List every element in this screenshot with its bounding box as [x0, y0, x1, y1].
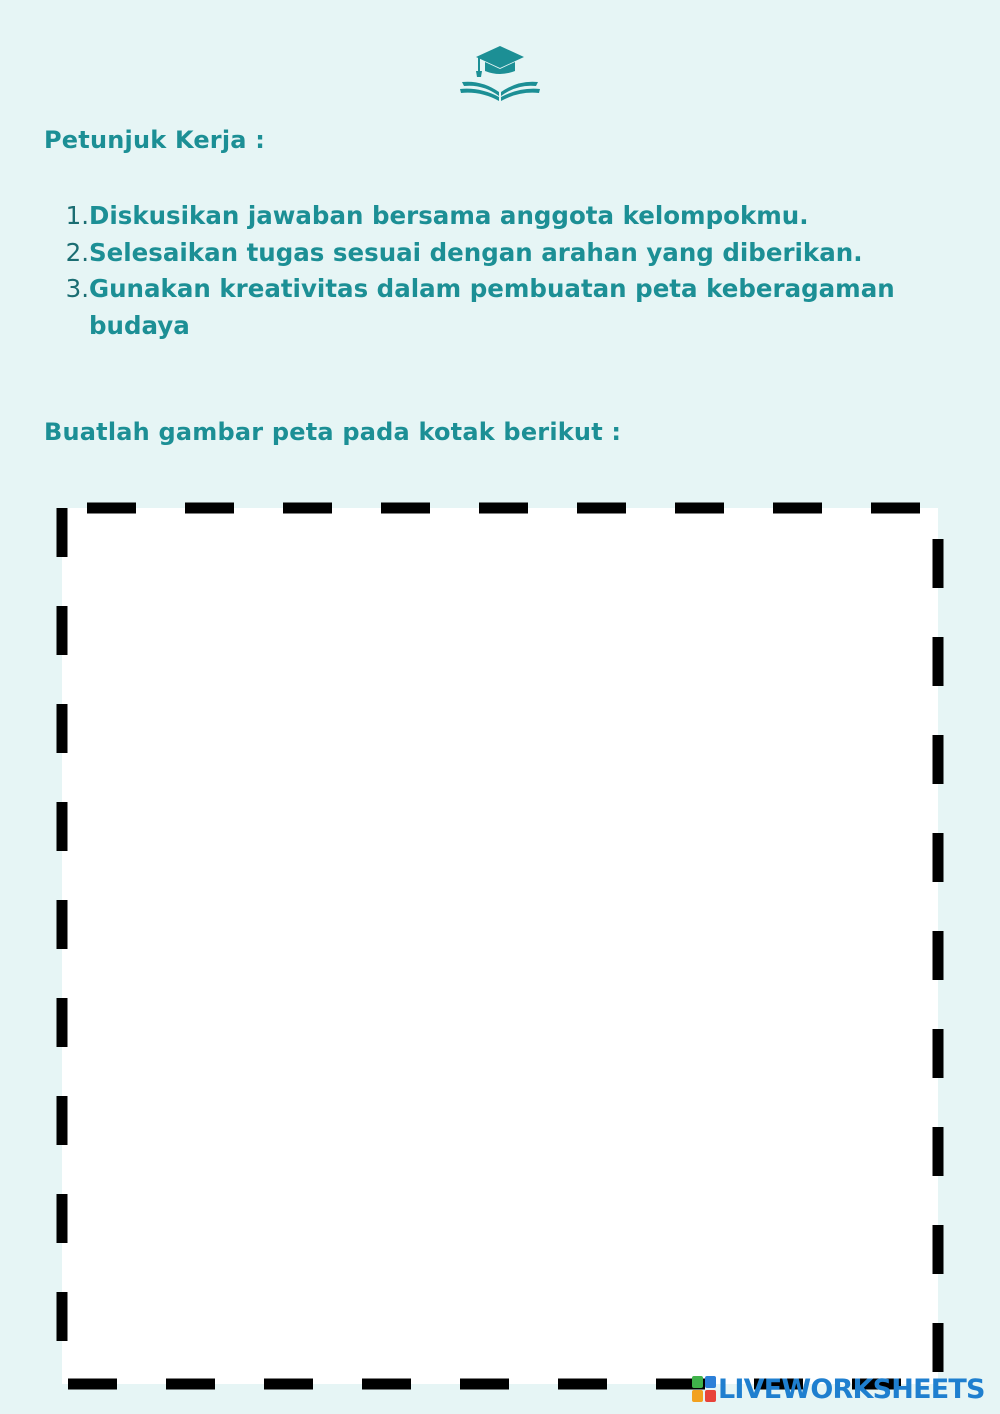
- instruction-item: [62, 271, 932, 344]
- instructions-list: [62, 198, 932, 344]
- instruction-number: 1.: [65, 201, 89, 230]
- instruction-number: 3.: [65, 274, 89, 303]
- instruction-number: 2.: [65, 237, 89, 267]
- liveworksheets-cubes-icon: [692, 1376, 716, 1402]
- instruction-text: Gunakan kreativitas dalam pembuatan peta keberagaman budaya: [89, 274, 895, 340]
- graduation-cap-book-icon: [458, 44, 542, 102]
- instruction-text: Selesaikan tugas sesuai dengan arahan yang diberikan.: [89, 237, 863, 267]
- instruction-text: Diskusikan jawaban bersama anggota kelompokmu.: [89, 201, 809, 230]
- task-title: Buatlah gambar peta pada kotak berikut :: [44, 418, 622, 446]
- watermark-text: LIVEWORKSHEETS: [718, 1373, 985, 1405]
- instruction-item: [62, 198, 932, 235]
- instruction-item: [62, 235, 932, 272]
- liveworksheets-watermark: [692, 1372, 985, 1406]
- drawing-area[interactable]: [62, 508, 938, 1384]
- instructions-title: Petunjuk Kerja :: [44, 126, 266, 154]
